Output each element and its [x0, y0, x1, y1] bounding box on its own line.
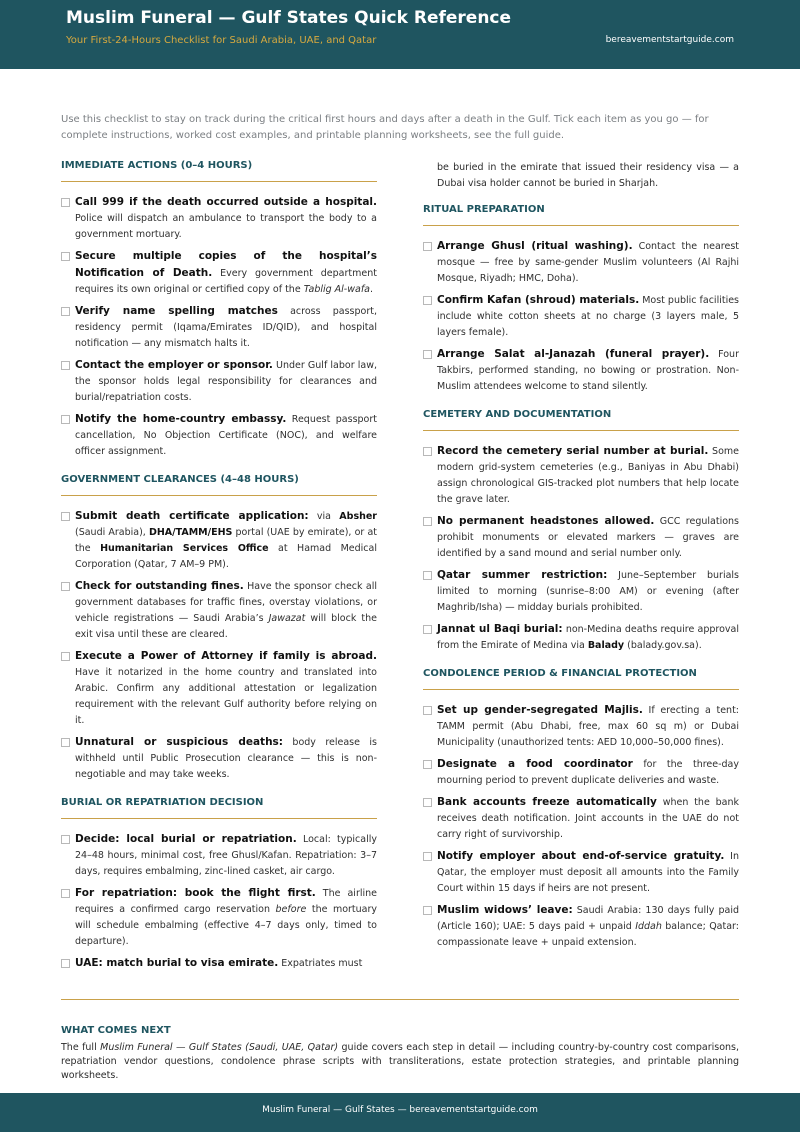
checkbox[interactable] — [61, 198, 70, 207]
checkbox[interactable] — [61, 252, 70, 261]
checklist-item: Designate a food coordinator for the three-day mourning period to prevent duplicate deliveries and waste. — [423, 756, 739, 789]
checklist-item: Unnatural or suspicious deaths: body release is withheld until Public Prosecution clearance — this is non-negotiable and may take weeks. — [61, 734, 377, 783]
section-divider — [61, 999, 739, 1000]
checklist-item: Call 999 if the death occurred outside a hospital. Police will dispatch an ambulance to transport the body to a government mortuary. — [61, 194, 377, 243]
section-burial-decision — [61, 797, 377, 972]
section-condolence-financial — [423, 668, 739, 951]
section-heading: BURIAL OR REPATRIATION DECISION — [61, 797, 377, 819]
page-footer: Muslim Funeral — Gulf States — bereavementstartguide.com — [0, 1093, 800, 1132]
left-column — [61, 160, 377, 986]
checklist-item: Notify the home-country embassy. Request passport cancellation, No Objection Certificate (NOC), and welfare officer assignment. — [61, 411, 377, 460]
section-cemetery-documentation — [423, 409, 739, 654]
checkbox[interactable] — [61, 889, 70, 898]
next-heading: WHAT COMES NEXT — [61, 1025, 171, 1036]
checkbox[interactable] — [61, 835, 70, 844]
checklist-item: Submit death certificate application: via Absher (Saudi Arabia), DHA/TAMM/EHS portal (UAE by emirate), or at the Humanitarian Services Office at Hamad Medical Corporation (Qatar, 7 AM–9 PM). — [61, 508, 377, 573]
page-title: Muslim Funeral — Gulf States Quick Reference — [66, 8, 512, 28]
checkbox[interactable] — [61, 415, 70, 424]
checkbox[interactable] — [61, 361, 70, 370]
checkbox[interactable] — [61, 738, 70, 747]
checklist-item: UAE: match burial to visa emirate. Expatriates must — [61, 955, 377, 972]
section-government-clearances — [61, 474, 377, 783]
checkbox[interactable] — [61, 652, 70, 661]
checkbox[interactable] — [423, 447, 432, 456]
checkbox[interactable] — [423, 906, 432, 915]
section-immediate-actions — [61, 160, 377, 460]
section-heading: IMMEDIATE ACTIONS (0–4 HOURS) — [61, 160, 377, 182]
checkbox[interactable] — [423, 852, 432, 861]
section-heading: CEMETERY AND DOCUMENTATION — [423, 409, 739, 431]
page-header — [0, 0, 800, 69]
checklist-item: Set up gender-segregated Majlis. If erecting a tent: TAMM permit (Abu Dhabi, free, max 60 sq m) or Dubai Municipality (unauthorized tents: AED 10,000–50,000 fines). — [423, 702, 739, 751]
checkbox[interactable] — [423, 760, 432, 769]
next-text: The full Muslim Funeral — Gulf States (Saudi, UAE, Qatar) guide covers each step in detail — including country-by-country cost comparisons, repatriation vendor questions, condolence phrase scripts with transliterations, estate protection strategies, and printable planning worksheets. — [61, 1042, 740, 1081]
section-heading: CONDOLENCE PERIOD & FINANCIAL PROTECTION — [423, 668, 739, 690]
checkbox[interactable] — [423, 296, 432, 305]
checklist-item: Execute a Power of Attorney if family is abroad. Have it notarized in the home country and translated into Arabic. Confirm any additional attestation or legalization requirement with the relevant Gulf authority before relying on it. — [61, 648, 377, 729]
checkbox[interactable] — [423, 706, 432, 715]
section-heading: GOVERNMENT CLEARANCES (4–48 HOURS) — [61, 474, 377, 496]
intro-text: Use this checklist to stay on track during the critical first hours and days after a death in the Gulf. Tick each item as you go — for complete instructions, worked cost examples, and printable planning worksheets, see the full guide. — [61, 114, 709, 141]
checklist-item: Arrange Salat al-Janazah (funeral prayer). Four Takbirs, performed standing, no bowing or prostration. Non-Muslim attendees welcome to stand silently. — [423, 346, 739, 395]
section-heading: RITUAL PREPARATION — [423, 204, 739, 226]
checkbox[interactable] — [423, 517, 432, 526]
checkbox[interactable] — [423, 242, 432, 251]
checkbox[interactable] — [61, 512, 70, 521]
checklist-item: Notify employer about end-of-service gratuity. In Qatar, the employer must deposit all amounts into the Family Court within 15 days if heirs are not present. — [423, 848, 739, 897]
checklist-item: Bank accounts freeze automatically when the bank receives death notification. Joint accounts in the UAE do not carry right of survivorship. — [423, 794, 739, 843]
checkbox[interactable] — [423, 625, 432, 634]
checklist-item: No permanent headstones allowed. GCC regulations prohibit monuments or elevated markers — graves are identified by a sand mound and serial number only. — [423, 513, 739, 562]
right-column — [423, 160, 739, 965]
continued-text: be buried in the emirate that issued their residency visa — a Dubai visa holder cannot be buried in Sharjah. — [437, 162, 739, 189]
checklist-item: Qatar summer restriction: June–September burials limited to morning (sunrise–8:00 AM) or evening (after Maghrib/Isha) — midday burials prohibited. — [423, 567, 739, 616]
checklist-item: Decide: local burial or repatriation. Local: typically 24–48 hours, minimal cost, free Ghusl/Kafan. Repatriation: 3–7 days, requires embalming, zinc-lined casket, air cargo. — [61, 831, 377, 880]
page-subtitle: Your First-24-Hours Checklist for Saudi Arabia, UAE, and Qatar — [66, 35, 377, 46]
checkbox[interactable] — [423, 798, 432, 807]
checklist-item: Secure multiple copies of the hospital’s Notification of Death. Every government department requires its own original or certified copy of the Tablig Al-wafa. — [61, 248, 377, 298]
checklist-item: Arrange Ghusl (ritual washing). Contact the nearest mosque — free by same-gender Muslim volunteers (Al Rajhi Mosque, Riyadh; HMC, Doha). — [423, 238, 739, 287]
checklist-item: Check for outstanding fines. Have the sponsor check all government databases for traffic fines, overstay violations, or vehicle registrations — Saudi Arabia’s Jawazat will block the exit visa until these are cleared. — [61, 578, 377, 643]
checklist-item: For repatriation: book the flight first. The airline requires a confirmed cargo reservation before the mortuary will schedule embalming (effective 4–7 days only, timed to departure). — [61, 885, 377, 950]
site-url: bereavementstartguide.com — [605, 35, 734, 45]
checklist-item: Verify name spelling matches across passport, residency permit (Iqama/Emirates ID/QID), and hospital notification — any mismatch halts it. — [61, 303, 377, 352]
checkbox[interactable] — [61, 959, 70, 968]
checkbox[interactable] — [423, 571, 432, 580]
checkbox[interactable] — [423, 350, 432, 359]
section-ritual-preparation — [423, 204, 739, 395]
checklist-item: Contact the employer or sponsor. Under Gulf labor law, the sponsor holds legal responsibility for clearances and burial/repatriation costs. — [61, 357, 377, 406]
checklist-item: Confirm Kafan (shroud) materials. Most public facilities include white cotton sheets at no charge (3 layers male, 5 layers female). — [423, 292, 739, 341]
checklist-item: Muslim widows’ leave: Saudi Arabia: 130 days fully paid (Article 160); UAE: 5 days paid + unpaid Iddah balance; Qatar: compassionate leave + unpaid extension. — [423, 902, 739, 951]
checklist-item: Jannat ul Baqi burial: non-Medina deaths require approval from the Emirate of Medina via Balady (balady.gov.sa). — [423, 621, 739, 654]
checkbox[interactable] — [61, 582, 70, 591]
checkbox[interactable] — [61, 307, 70, 316]
checklist-item: Record the cemetery serial number at burial. Some modern grid-system cemeteries (e.g., Baniyas in Abu Dhabi) assign chronological GIS-tracked plot numbers that help locate the grave later. — [423, 443, 739, 508]
